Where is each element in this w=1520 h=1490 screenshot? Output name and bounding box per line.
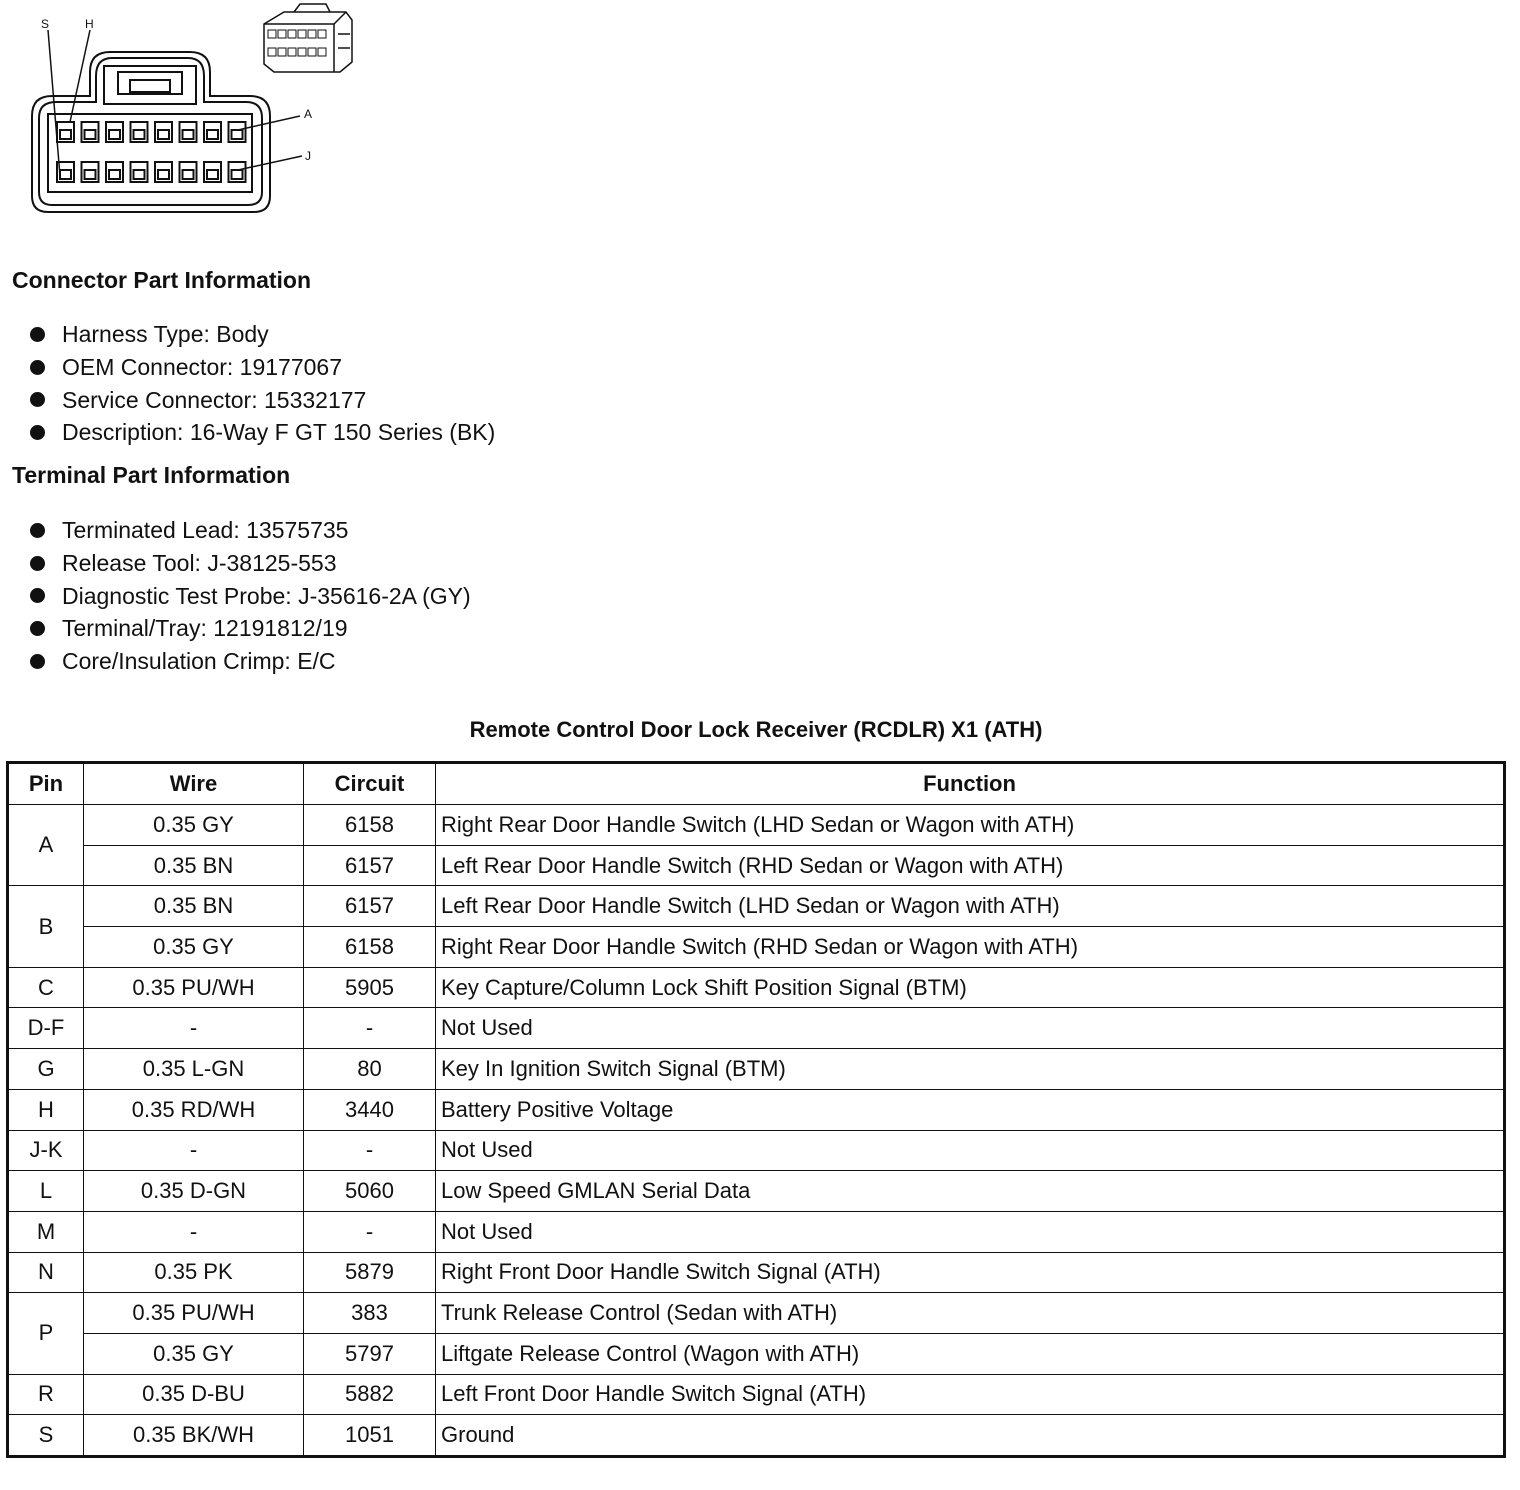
- diagram-label-h: H: [85, 17, 94, 31]
- function-cell: Right Front Door Handle Switch Signal (ATH): [436, 1252, 1505, 1293]
- wire-cell: 0.35 GY: [84, 805, 304, 846]
- wire-cell: -: [84, 1130, 304, 1171]
- wire-cell: 0.35 BN: [84, 845, 304, 886]
- function-cell: Left Rear Door Handle Switch (LHD Sedan or Wagon with ATH): [436, 886, 1505, 927]
- list-item: Terminated Lead: 13575735: [26, 514, 471, 547]
- pin-cell: N: [8, 1252, 84, 1293]
- list-item: OEM Connector: 19177067: [26, 351, 495, 384]
- pin-cell: A: [8, 805, 84, 886]
- function-cell: Left Rear Door Handle Switch (RHD Sedan or Wagon with ATH): [436, 845, 1505, 886]
- cavity-terminal: [85, 130, 96, 139]
- cavity-terminal: [109, 170, 120, 179]
- pin-cell: P: [8, 1293, 84, 1374]
- circuit-cell: 1051: [304, 1415, 436, 1457]
- pin-cell: M: [8, 1211, 84, 1252]
- wire-cell: 0.35 BN: [84, 886, 304, 927]
- circuit-cell: 6157: [304, 845, 436, 886]
- list-item: Description: 16-Way F GT 150 Series (BK): [26, 416, 495, 449]
- circuit-cell: 5060: [304, 1171, 436, 1212]
- table-row: [8, 967, 1505, 1008]
- function-cell: Ground: [436, 1415, 1505, 1457]
- function-cell: Right Rear Door Handle Switch (LHD Sedan or Wagon with ATH): [436, 805, 1505, 846]
- circuit-cell: 6157: [304, 886, 436, 927]
- terminal-info-list: [26, 514, 471, 678]
- list-item: Release Tool: J-38125-553: [26, 547, 471, 580]
- wire-cell: 0.35 D-GN: [84, 1171, 304, 1212]
- pin-cell: C: [8, 967, 84, 1008]
- cavity-terminal: [134, 170, 145, 179]
- cavity-terminal: [207, 170, 218, 179]
- wire-cell: 0.35 RD/WH: [84, 1089, 304, 1130]
- function-cell: Not Used: [436, 1130, 1505, 1171]
- table-row: [8, 1415, 1505, 1457]
- diagram-label-j: J: [305, 149, 311, 163]
- wire-cell: 0.35 L-GN: [84, 1049, 304, 1090]
- circuit-cell: -: [304, 1211, 436, 1252]
- cavity-terminal: [158, 170, 169, 179]
- cavity-terminal: [158, 130, 169, 139]
- table-row: [8, 805, 1505, 846]
- table-row: [8, 845, 1505, 886]
- cavity-terminal: [60, 130, 71, 139]
- circuit-cell: 383: [304, 1293, 436, 1334]
- circuit-cell: 5905: [304, 967, 436, 1008]
- table-row: [8, 1049, 1505, 1090]
- wire-cell: 0.35 PU/WH: [84, 1293, 304, 1334]
- circuit-cell: 5882: [304, 1374, 436, 1415]
- bullet-icon: [30, 588, 45, 603]
- cavity-terminal: [60, 170, 71, 179]
- pin-cell: S: [8, 1415, 84, 1457]
- pin-cell: R: [8, 1374, 84, 1415]
- circuit-cell: -: [304, 1130, 436, 1171]
- table-row: [8, 1211, 1505, 1252]
- connector-3d-thumbnail: [264, 4, 352, 72]
- table-header-row: [8, 763, 1505, 805]
- table-row: [8, 1252, 1505, 1293]
- function-cell: Trunk Release Control (Sedan with ATH): [436, 1293, 1505, 1334]
- table-row: [8, 1293, 1505, 1334]
- table-row: [8, 927, 1505, 968]
- cavity-terminal: [232, 130, 243, 139]
- connector-info-heading: Connector Part Information: [12, 267, 312, 293]
- wire-cell: -: [84, 1008, 304, 1049]
- wire-cell: 0.35 BK/WH: [84, 1415, 304, 1457]
- connector-info-list: [26, 318, 495, 449]
- diagram-label-s: S: [41, 17, 50, 31]
- cavity-row-top: [57, 122, 246, 142]
- list-item: Diagnostic Test Probe: J-35616-2A (GY): [26, 580, 471, 613]
- wire-cell: 0.35 PK: [84, 1252, 304, 1293]
- circuit-cell: 6158: [304, 927, 436, 968]
- table-row: [8, 1333, 1505, 1374]
- function-cell: Key In Ignition Switch Signal (BTM): [436, 1049, 1505, 1090]
- table-row: [8, 886, 1505, 927]
- list-item: Core/Insulation Crimp: E/C: [26, 645, 471, 678]
- bullet-icon: [30, 392, 45, 407]
- function-cell: Liftgate Release Control (Wagon with ATH): [436, 1333, 1505, 1374]
- circuit-cell: -: [304, 1008, 436, 1049]
- wire-cell: 0.35 D-BU: [84, 1374, 304, 1415]
- pin-cell: L: [8, 1171, 84, 1212]
- function-cell: Left Front Door Handle Switch Signal (ATH): [436, 1374, 1505, 1415]
- pinout-table-body: [8, 805, 1505, 1457]
- cavity-terminal: [183, 170, 194, 179]
- cavity-terminal: [232, 170, 243, 179]
- bullet-icon: [30, 654, 45, 669]
- connector-face-diagram: [0, 0, 370, 220]
- table-row: [8, 1130, 1505, 1171]
- wire-cell: 0.35 PU/WH: [84, 967, 304, 1008]
- column-header-pin: Pin: [8, 763, 84, 805]
- function-cell: Not Used: [436, 1008, 1505, 1049]
- pinout-table: [6, 761, 1506, 1458]
- pin-cell: G: [8, 1049, 84, 1090]
- column-header-wire: Wire: [84, 763, 304, 805]
- cavity-row-bottom: [57, 162, 246, 182]
- terminal-info-heading: Terminal Part Information: [12, 462, 291, 488]
- cavity-terminal: [85, 170, 96, 179]
- function-cell: Right Rear Door Handle Switch (RHD Sedan or Wagon with ATH): [436, 927, 1505, 968]
- pin-cell: H: [8, 1089, 84, 1130]
- cavity-terminal: [207, 130, 218, 139]
- wire-cell: 0.35 GY: [84, 927, 304, 968]
- circuit-cell: 5797: [304, 1333, 436, 1374]
- bullet-icon: [30, 556, 45, 571]
- function-cell: Low Speed GMLAN Serial Data: [436, 1171, 1505, 1212]
- circuit-cell: 3440: [304, 1089, 436, 1130]
- table-row: [8, 1171, 1505, 1212]
- function-cell: Battery Positive Voltage: [436, 1089, 1505, 1130]
- list-item: Harness Type: Body: [26, 318, 495, 351]
- wire-cell: -: [84, 1211, 304, 1252]
- table-row: [8, 1374, 1505, 1415]
- diagram-label-a: A: [304, 107, 313, 121]
- bullet-icon: [30, 425, 45, 440]
- table-row: [8, 1008, 1505, 1049]
- circuit-cell: 6158: [304, 805, 436, 846]
- bullet-icon: [30, 360, 45, 375]
- function-cell: Not Used: [436, 1211, 1505, 1252]
- table-title: Remote Control Door Lock Receiver (RCDLR) X1 (ATH): [469, 717, 1043, 742]
- list-item: Terminal/Tray: 12191812/19: [26, 612, 471, 645]
- circuit-cell: 80: [304, 1049, 436, 1090]
- cavity-terminal: [109, 130, 120, 139]
- pin-cell: J-K: [8, 1130, 84, 1171]
- column-header-function: Function: [436, 763, 1505, 805]
- bullet-icon: [30, 621, 45, 636]
- bullet-icon: [30, 327, 45, 342]
- bullet-icon: [30, 523, 45, 538]
- wire-cell: 0.35 GY: [84, 1333, 304, 1374]
- cavity-terminal: [183, 130, 194, 139]
- function-cell: Key Capture/Column Lock Shift Position Signal (BTM): [436, 967, 1505, 1008]
- column-header-circuit: Circuit: [304, 763, 436, 805]
- pin-cell: B: [8, 886, 84, 967]
- circuit-cell: 5879: [304, 1252, 436, 1293]
- list-item: Service Connector: 15332177: [26, 384, 495, 417]
- pin-cell: D-F: [8, 1008, 84, 1049]
- table-row: [8, 1089, 1505, 1130]
- cavity-terminal: [134, 130, 145, 139]
- connector-housing-outline: [32, 52, 270, 212]
